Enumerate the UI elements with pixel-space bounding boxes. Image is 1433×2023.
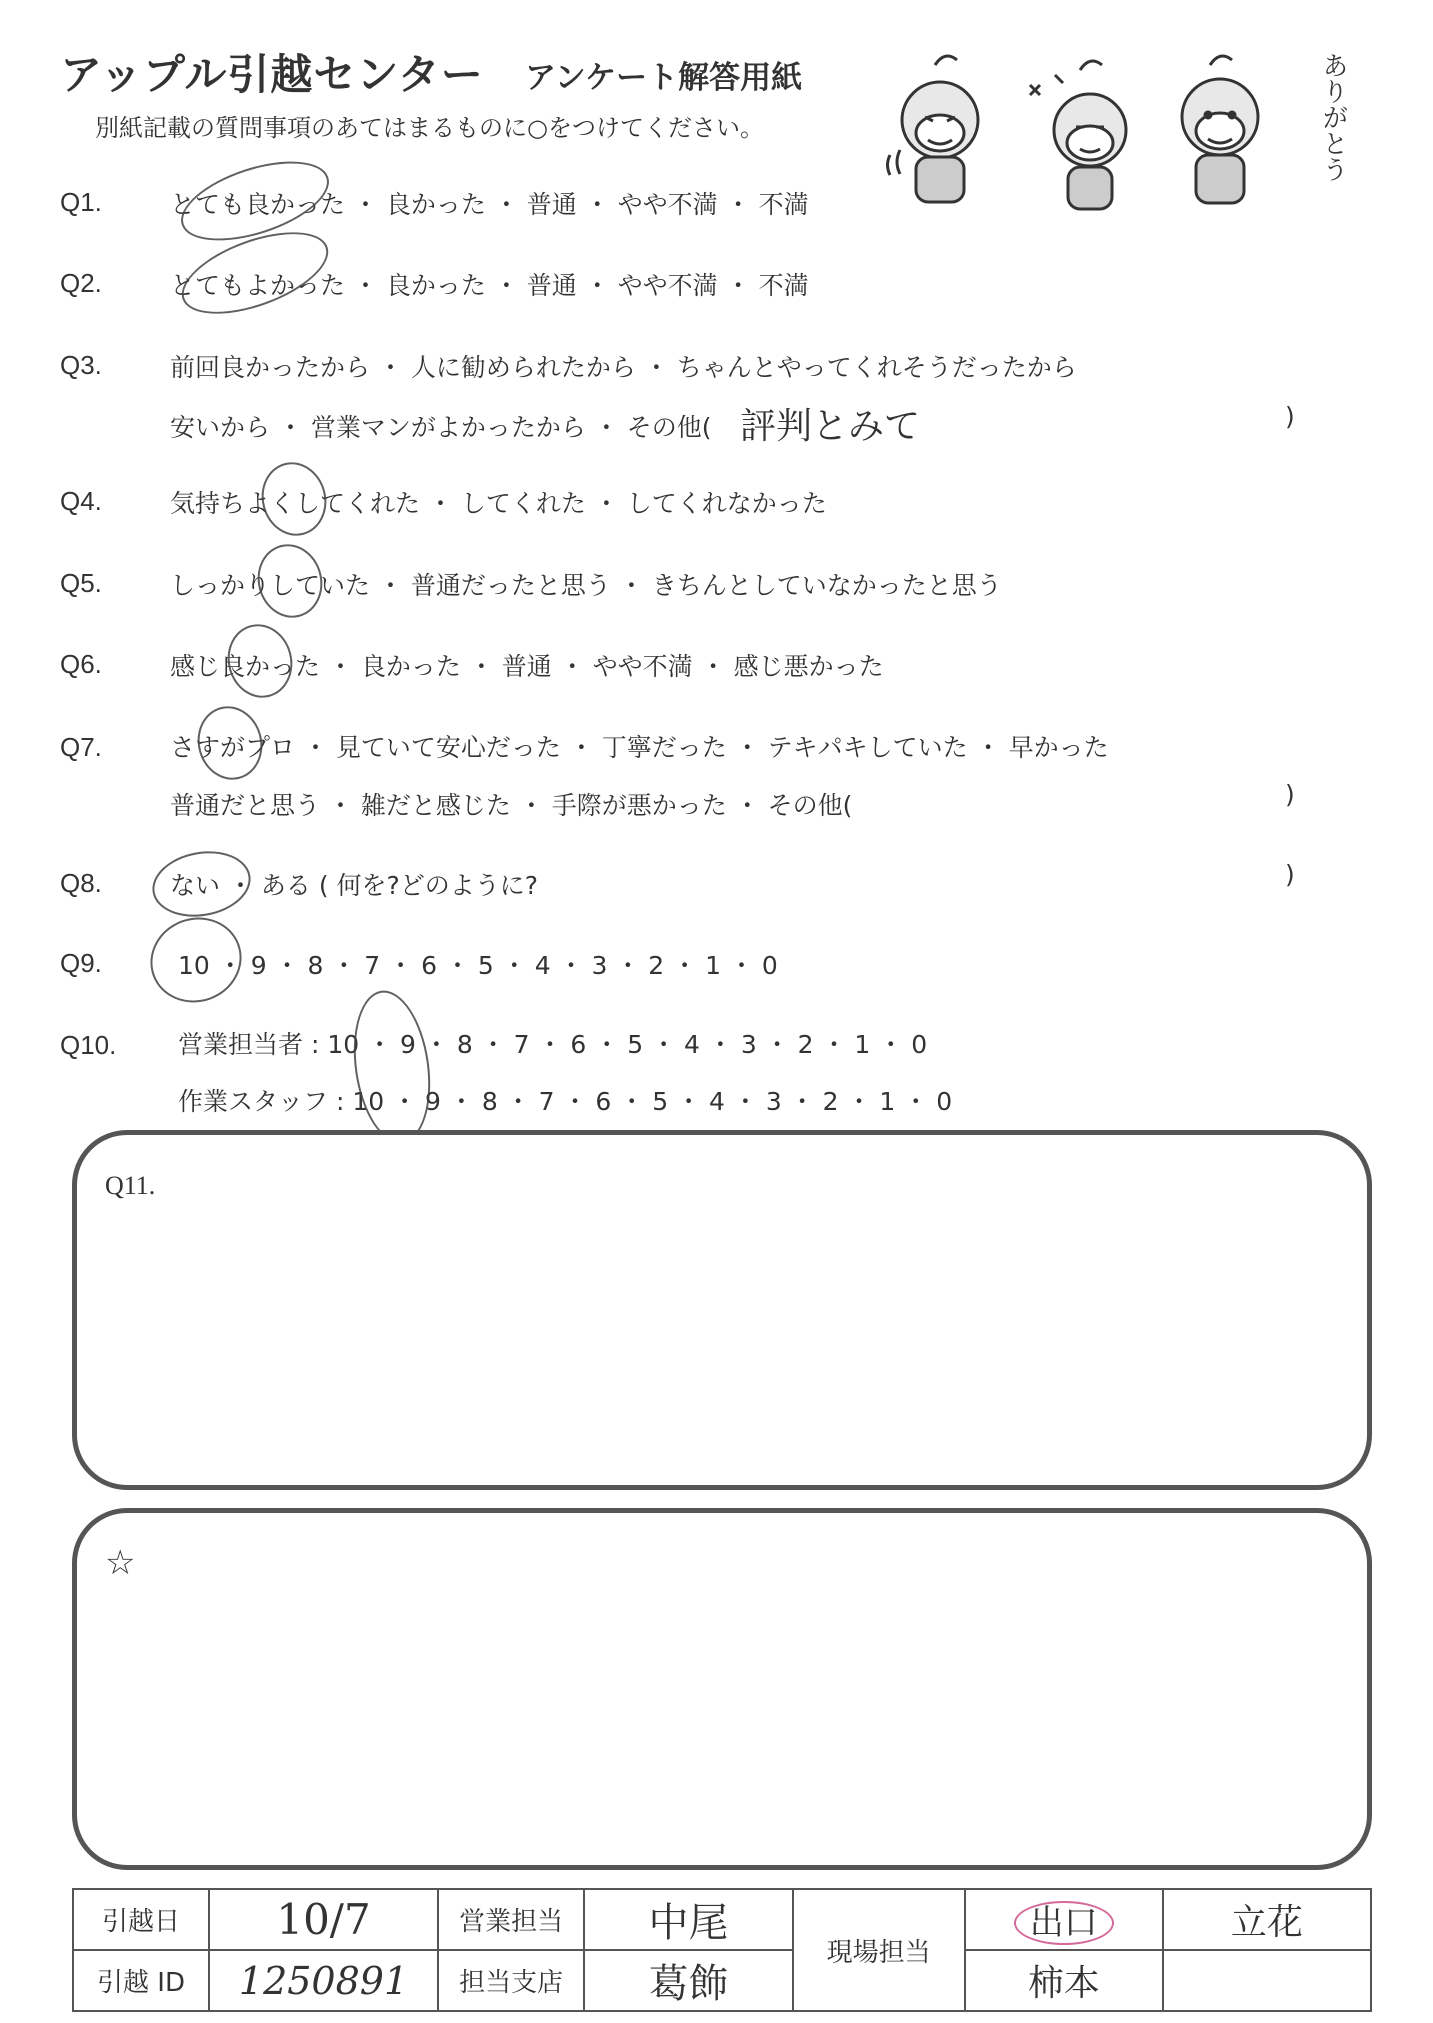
branch-handwritten: 葛飾 <box>648 1961 729 2007</box>
brand-title: アップル引越センター <box>60 50 484 99</box>
q4-answer-circle <box>254 455 335 543</box>
q3-number: Q3. <box>60 350 102 380</box>
q2-number: Q2. <box>60 268 102 298</box>
q7-answer-circle <box>190 699 271 787</box>
q8-options[interactable]: ない ・ ある ( 何を?どのように? <box>170 871 539 900</box>
q9-number: Q9. <box>60 948 102 978</box>
move-id-handwritten: 1250891 <box>238 1958 409 2003</box>
q7-close-paren: ) <box>1285 780 1295 809</box>
q4-options[interactable]: 気持ちよくしてくれた ・ してくれた ・ してくれなかった <box>170 489 827 518</box>
q1-options[interactable]: とても良かった ・ 良かった ・ 普通 ・ やや不満 ・ 不満 <box>170 190 809 219</box>
q1-number: Q1. <box>60 187 102 217</box>
site-staff-label: 現場担当 <box>793 1889 965 2011</box>
q7-options-line2[interactable]: 普通だと思う ・ 雑だと感じた ・ 手際が悪かった ・ その他( <box>170 791 853 820</box>
q11-label: Q11. <box>105 1171 156 1200</box>
sales-rep-handwritten: 中尾 <box>648 1900 729 1946</box>
q8-number: Q8. <box>60 868 102 898</box>
q3-options-line1[interactable]: 前回良かったから ・ 人に勧められたから ・ ちゃんとやってくれそうだったから <box>170 353 1077 382</box>
q6-options[interactable]: 感じ良かった ・ 良かった ・ 普通 ・ やや不満 ・ 感じ悪かった <box>170 652 884 681</box>
move-info-table <box>72 1888 1372 2012</box>
site-staff-1-handwritten: 出口 <box>1014 1901 1114 1945</box>
star-comment-box[interactable] <box>72 1508 1372 1870</box>
site-staff-2-handwritten: 立花 <box>1230 1902 1303 1943</box>
q7-number: Q7. <box>60 732 102 762</box>
q3-close-paren: ) <box>1285 402 1295 431</box>
q8-close-paren: ) <box>1285 860 1295 889</box>
move-date-label: 引越日 <box>73 1889 209 1950</box>
q7-options-line1[interactable]: さすがプロ ・ 見ていて安心だった ・ 丁寧だった ・ テキパキしていた ・ 早かった <box>170 733 1109 762</box>
q6-answer-circle <box>220 617 301 705</box>
branch-value[interactable] <box>584 1950 792 2011</box>
q4-number: Q4. <box>60 486 102 516</box>
thanks-text: ありがとう <box>1318 52 1348 182</box>
q3-options-line2[interactable]: 安いから ・ 営業マンがよかったから ・ その他( <box>170 413 712 442</box>
move-id-value[interactable] <box>209 1950 438 2011</box>
q10-staff-score-options[interactable]: 作業スタッフ : 10 ・ 9 ・ 8 ・ 7 ・ 6 ・ 5 ・ 4 ・ 3 ・ 2 ・ 1 ・ 0 <box>178 1087 953 1116</box>
q10-number: Q10. <box>60 1030 117 1060</box>
q10-sales-score-options[interactable]: 営業担当者 : 10 ・ 9 ・ 8 ・ 7 ・ 6 ・ 5 ・ 4 ・ 3 ・ 2 ・ 1 ・ 0 <box>178 1030 928 1059</box>
move-date-value[interactable] <box>209 1889 438 1950</box>
move-id-label: 引越 ID <box>73 1950 209 2011</box>
site-staff-3[interactable] <box>965 1950 1163 2011</box>
site-staff-2[interactable] <box>1163 1889 1371 1950</box>
form-subtitle: アンケート解答用紙 <box>525 60 803 96</box>
q11-comment-box[interactable] <box>72 1130 1372 1490</box>
monkey-mascots-illustration <box>880 45 1350 220</box>
site-staff-1[interactable] <box>965 1889 1163 1950</box>
q8-answer-circle <box>147 844 256 924</box>
q5-options[interactable]: しっかりしていた ・ 普通だったと思う ・ きちんとしていなかったと思う <box>170 571 1002 600</box>
q9-score-options[interactable]: 10 ・ 9 ・ 8 ・ 7 ・ 6 ・ 5 ・ 4 ・ 3 ・ 2 ・ 1 ・ 0 <box>178 951 778 980</box>
q3-other-handwritten[interactable]: 評判とみて <box>740 406 921 447</box>
q9-answer-circle <box>138 905 253 1015</box>
site-staff-3-handwritten: 柿本 <box>1027 1963 1100 2004</box>
q10-answer-circle <box>345 986 440 1149</box>
site-staff-4-empty[interactable] <box>1163 1950 1371 2011</box>
sales-rep-label: 営業担当 <box>438 1889 584 1950</box>
q6-number: Q6. <box>60 649 102 679</box>
star-label: ☆ <box>105 1545 136 1582</box>
q5-answer-circle <box>250 537 331 625</box>
q2-options[interactable]: とてもよかった ・ 良かった ・ 普通 ・ やや不満 ・ 不満 <box>170 271 809 300</box>
sales-rep-value[interactable] <box>584 1889 792 1950</box>
instruction-text: 別紙記載の質問事項のあてはまるものに○をつけてください。 <box>95 114 764 142</box>
move-date-handwritten: 10/7 <box>276 1895 371 1944</box>
branch-label: 担当支店 <box>438 1950 584 2011</box>
q5-number: Q5. <box>60 568 102 598</box>
